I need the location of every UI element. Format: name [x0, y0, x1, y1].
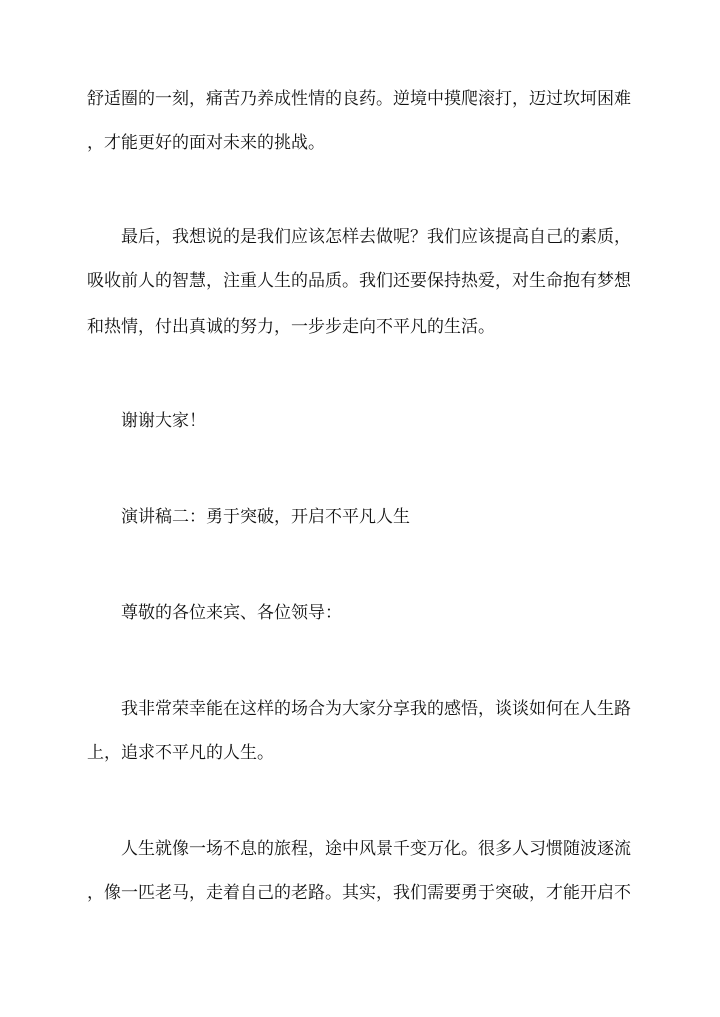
paragraph-line: 人生就像一场不息的旅程，途中风景千变万化。很多人习惯随波逐流 [121, 839, 631, 859]
speech-title: 演讲稿二：勇于突破，开启不平凡人生 [121, 507, 410, 527]
paragraph-line: 最后，我想说的是我们应该怎样去做呢？我们应该提高自己的素质， [121, 227, 631, 247]
paragraph-line: ，像一匹老马，走着自己的老路。其实，我们需要勇于突破，才能开启不 [87, 883, 631, 903]
paragraph-line: 吸收前人的智慧，注重人生的品质。我们还要保持热爱，对生命抱有梦想 [87, 271, 631, 291]
paragraph-line: 上，追求不平凡的人生。 [87, 743, 274, 763]
paragraph-line: 舒适圈的一刻，痛苦乃养成性情的良药。逆境中摸爬滚打，迈过坎坷困难 [87, 89, 631, 109]
salutation: 尊敬的各位来宾、各位领导： [121, 603, 342, 623]
paragraph-line: 我非常荣幸能在这样的场合为大家分享我的感悟，谈谈如何在人生路 [121, 699, 631, 719]
closing-line: 谢谢大家！ [121, 411, 206, 431]
paragraph-line: 和热情，付出真诚的努力，一步步走向不平凡的生活。 [87, 317, 495, 337]
paragraph-line: ，才能更好的面对未来的挑战。 [87, 133, 325, 153]
